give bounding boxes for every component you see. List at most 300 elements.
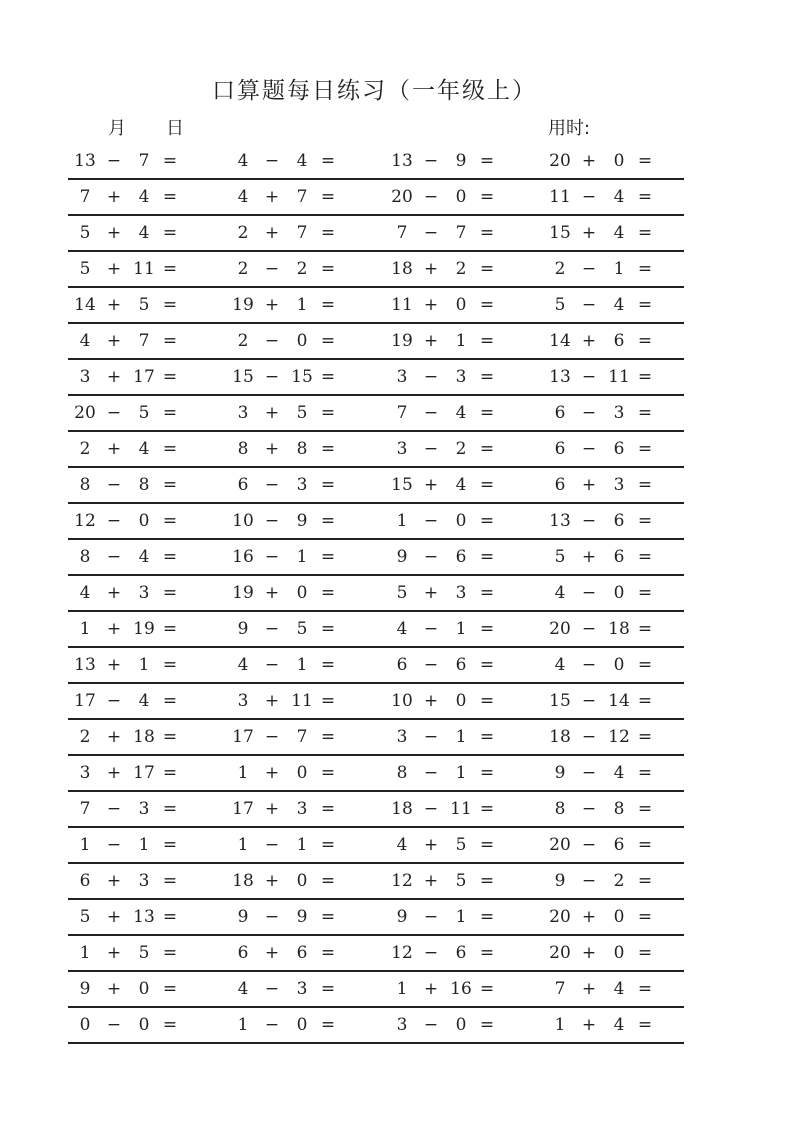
operand-a: 6 bbox=[554, 475, 566, 495]
operand-a: 4 bbox=[237, 187, 249, 207]
operand-a: 17 bbox=[74, 691, 96, 711]
operand-a: 18 bbox=[391, 259, 413, 279]
operand-b: 2 bbox=[613, 871, 625, 891]
operator: + bbox=[106, 295, 122, 315]
operand-b: 1 bbox=[455, 331, 467, 351]
equals-sign: = bbox=[479, 727, 495, 747]
operand-b: 7 bbox=[296, 187, 308, 207]
operand-a: 4 bbox=[554, 583, 566, 603]
arithmetic-problem bbox=[543, 540, 701, 574]
arithmetic-problem bbox=[385, 612, 543, 646]
problem-row bbox=[68, 828, 684, 864]
arithmetic-problem bbox=[385, 396, 543, 430]
operand-b: 6 bbox=[613, 547, 625, 567]
arithmetic-problem bbox=[226, 900, 384, 934]
equals-sign: = bbox=[637, 475, 653, 495]
arithmetic-problem bbox=[543, 396, 701, 430]
equals-sign: = bbox=[320, 547, 336, 567]
equals-sign: = bbox=[320, 403, 336, 423]
problem-row bbox=[68, 504, 684, 540]
operand-b: 1 bbox=[455, 763, 467, 783]
operand-a: 6 bbox=[237, 943, 249, 963]
arithmetic-problem bbox=[68, 324, 226, 358]
arithmetic-problem bbox=[68, 252, 226, 286]
operand-b: 0 bbox=[613, 655, 625, 675]
operand-a: 4 bbox=[237, 655, 249, 675]
operand-b: 9 bbox=[296, 907, 308, 927]
equals-sign: = bbox=[479, 979, 495, 999]
equals-sign: = bbox=[320, 583, 336, 603]
operand-a: 6 bbox=[79, 871, 91, 891]
problem-row bbox=[68, 864, 684, 900]
equals-sign: = bbox=[320, 655, 336, 675]
equals-sign: = bbox=[637, 871, 653, 891]
operator: + bbox=[106, 331, 122, 351]
operand-a: 1 bbox=[396, 511, 408, 531]
operator: − bbox=[264, 907, 280, 927]
operand-b: 3 bbox=[613, 475, 625, 495]
equals-sign: = bbox=[637, 763, 653, 783]
operand-a: 12 bbox=[391, 943, 413, 963]
arithmetic-problem bbox=[543, 720, 701, 754]
operand-a: 17 bbox=[232, 799, 254, 819]
problem-row bbox=[68, 684, 684, 720]
arithmetic-problem bbox=[385, 288, 543, 322]
arithmetic-problem bbox=[385, 864, 543, 898]
arithmetic-problem bbox=[226, 576, 384, 610]
operand-b: 7 bbox=[455, 223, 467, 243]
arithmetic-problem bbox=[543, 432, 701, 466]
problem-row bbox=[68, 252, 684, 288]
arithmetic-problem bbox=[385, 792, 543, 826]
operand-b: 12 bbox=[608, 727, 630, 747]
operator: + bbox=[106, 583, 122, 603]
operand-a: 3 bbox=[396, 367, 408, 387]
operator: − bbox=[423, 1015, 439, 1035]
operand-b: 4 bbox=[455, 475, 467, 495]
operand-b: 1 bbox=[296, 655, 308, 675]
operand-a: 10 bbox=[391, 691, 413, 711]
problem-row bbox=[68, 1008, 684, 1044]
operand-b: 5 bbox=[138, 943, 150, 963]
arithmetic-problem bbox=[226, 396, 384, 430]
operand-b: 4 bbox=[138, 223, 150, 243]
operator: + bbox=[423, 475, 439, 495]
arithmetic-problem bbox=[385, 648, 543, 682]
operator: − bbox=[106, 691, 122, 711]
arithmetic-problem bbox=[385, 828, 543, 862]
operator: − bbox=[581, 511, 597, 531]
equals-sign: = bbox=[637, 583, 653, 603]
equals-sign: = bbox=[320, 835, 336, 855]
operand-a: 3 bbox=[79, 763, 91, 783]
operator: − bbox=[581, 835, 597, 855]
operator: − bbox=[423, 403, 439, 423]
equals-sign: = bbox=[162, 691, 178, 711]
operand-b: 0 bbox=[613, 151, 625, 171]
operator: + bbox=[264, 295, 280, 315]
operand-b: 4 bbox=[613, 223, 625, 243]
operand-a: 3 bbox=[396, 439, 408, 459]
equals-sign: = bbox=[637, 979, 653, 999]
operator: − bbox=[581, 691, 597, 711]
arithmetic-problem bbox=[226, 504, 384, 538]
operand-a: 12 bbox=[74, 511, 96, 531]
operand-b: 3 bbox=[455, 367, 467, 387]
arithmetic-problem bbox=[226, 720, 384, 754]
arithmetic-problem bbox=[226, 360, 384, 394]
arithmetic-problem bbox=[68, 468, 226, 502]
problem-row bbox=[68, 432, 684, 468]
operator: − bbox=[581, 655, 597, 675]
operand-a: 15 bbox=[549, 223, 571, 243]
operand-b: 17 bbox=[133, 763, 155, 783]
operand-a: 9 bbox=[554, 871, 566, 891]
operand-b: 7 bbox=[296, 223, 308, 243]
equals-sign: = bbox=[479, 511, 495, 531]
operand-b: 4 bbox=[455, 403, 467, 423]
operand-b: 5 bbox=[455, 871, 467, 891]
operator: − bbox=[423, 187, 439, 207]
operand-a: 1 bbox=[237, 1015, 249, 1035]
operator: + bbox=[423, 871, 439, 891]
operand-b: 1 bbox=[455, 727, 467, 747]
arithmetic-problem bbox=[385, 504, 543, 538]
operator: + bbox=[264, 187, 280, 207]
operand-b: 0 bbox=[296, 763, 308, 783]
day-label: 日 bbox=[166, 118, 184, 139]
operand-b: 1 bbox=[138, 835, 150, 855]
operand-b: 5 bbox=[138, 295, 150, 315]
arithmetic-problem bbox=[385, 972, 543, 1006]
equals-sign: = bbox=[479, 475, 495, 495]
problem-sheet bbox=[68, 144, 684, 1044]
operator: + bbox=[423, 691, 439, 711]
operand-b: 0 bbox=[296, 871, 308, 891]
arithmetic-problem bbox=[543, 972, 701, 1006]
arithmetic-problem bbox=[385, 936, 543, 970]
operator: + bbox=[264, 871, 280, 891]
operand-a: 20 bbox=[549, 943, 571, 963]
operand-a: 5 bbox=[79, 259, 91, 279]
equals-sign: = bbox=[637, 1015, 653, 1035]
arithmetic-problem bbox=[226, 612, 384, 646]
operand-a: 9 bbox=[396, 547, 408, 567]
operator: + bbox=[581, 979, 597, 999]
operand-a: 7 bbox=[396, 223, 408, 243]
operator: + bbox=[264, 691, 280, 711]
operand-a: 4 bbox=[237, 979, 249, 999]
operator: − bbox=[423, 799, 439, 819]
operand-b: 19 bbox=[133, 619, 155, 639]
operator: − bbox=[423, 619, 439, 639]
equals-sign: = bbox=[320, 331, 336, 351]
operand-b: 0 bbox=[455, 187, 467, 207]
operand-b: 6 bbox=[613, 331, 625, 351]
operator: + bbox=[264, 439, 280, 459]
operand-b: 4 bbox=[138, 187, 150, 207]
equals-sign: = bbox=[320, 799, 336, 819]
problem-row bbox=[68, 648, 684, 684]
arithmetic-problem bbox=[68, 180, 226, 214]
operator: + bbox=[106, 367, 122, 387]
operator: + bbox=[106, 979, 122, 999]
arithmetic-problem bbox=[226, 792, 384, 826]
operand-b: 6 bbox=[613, 835, 625, 855]
arithmetic-problem bbox=[68, 936, 226, 970]
operand-b: 0 bbox=[296, 331, 308, 351]
operand-a: 5 bbox=[396, 583, 408, 603]
operator: + bbox=[106, 727, 122, 747]
operand-a: 1 bbox=[79, 943, 91, 963]
equals-sign: = bbox=[320, 691, 336, 711]
equals-sign: = bbox=[637, 907, 653, 927]
equals-sign: = bbox=[479, 187, 495, 207]
operand-a: 9 bbox=[396, 907, 408, 927]
operand-a: 1 bbox=[79, 835, 91, 855]
operator: + bbox=[581, 331, 597, 351]
operand-b: 0 bbox=[138, 511, 150, 531]
equals-sign: = bbox=[479, 691, 495, 711]
operand-a: 1 bbox=[79, 619, 91, 639]
operator: − bbox=[581, 439, 597, 459]
operand-b: 4 bbox=[613, 295, 625, 315]
equals-sign: = bbox=[479, 439, 495, 459]
arithmetic-problem bbox=[226, 540, 384, 574]
operator: − bbox=[264, 619, 280, 639]
arithmetic-problem bbox=[68, 864, 226, 898]
operator: − bbox=[423, 943, 439, 963]
operand-b: 18 bbox=[133, 727, 155, 747]
operator: − bbox=[423, 727, 439, 747]
operand-b: 3 bbox=[296, 799, 308, 819]
month-label: 月 bbox=[108, 118, 126, 139]
arithmetic-problem bbox=[68, 216, 226, 250]
problem-row bbox=[68, 720, 684, 756]
operand-b: 8 bbox=[613, 799, 625, 819]
operand-b: 3 bbox=[138, 799, 150, 819]
operator: − bbox=[581, 727, 597, 747]
arithmetic-problem bbox=[543, 360, 701, 394]
operand-b: 2 bbox=[455, 439, 467, 459]
operand-b: 3 bbox=[138, 583, 150, 603]
arithmetic-problem bbox=[543, 936, 701, 970]
arithmetic-problem bbox=[543, 792, 701, 826]
arithmetic-problem bbox=[226, 216, 384, 250]
equals-sign: = bbox=[162, 1015, 178, 1035]
operator: − bbox=[423, 547, 439, 567]
equals-sign: = bbox=[637, 799, 653, 819]
equals-sign: = bbox=[479, 403, 495, 423]
operator: − bbox=[106, 511, 122, 531]
arithmetic-problem bbox=[68, 756, 226, 790]
arithmetic-problem bbox=[543, 756, 701, 790]
problem-row bbox=[68, 360, 684, 396]
operator: + bbox=[106, 259, 122, 279]
operand-b: 1 bbox=[613, 259, 625, 279]
arithmetic-problem bbox=[385, 468, 543, 502]
equals-sign: = bbox=[162, 295, 178, 315]
operand-b: 0 bbox=[613, 907, 625, 927]
equals-sign: = bbox=[162, 871, 178, 891]
operand-a: 17 bbox=[232, 727, 254, 747]
operator: + bbox=[106, 655, 122, 675]
arithmetic-problem bbox=[226, 1008, 384, 1042]
operator: + bbox=[581, 547, 597, 567]
operand-a: 6 bbox=[554, 439, 566, 459]
equals-sign: = bbox=[320, 475, 336, 495]
operand-a: 11 bbox=[391, 295, 413, 315]
equals-sign: = bbox=[637, 547, 653, 567]
arithmetic-problem bbox=[543, 180, 701, 214]
operand-a: 4 bbox=[396, 835, 408, 855]
operator: − bbox=[581, 583, 597, 603]
arithmetic-problem bbox=[385, 216, 543, 250]
equals-sign: = bbox=[320, 187, 336, 207]
operator: + bbox=[106, 619, 122, 639]
problem-row bbox=[68, 180, 684, 216]
operator: + bbox=[106, 439, 122, 459]
operand-b: 6 bbox=[455, 547, 467, 567]
operator: − bbox=[423, 763, 439, 783]
operator: − bbox=[264, 547, 280, 567]
equals-sign: = bbox=[320, 151, 336, 171]
operand-b: 0 bbox=[138, 979, 150, 999]
operator: + bbox=[423, 835, 439, 855]
problem-row bbox=[68, 792, 684, 828]
operator: + bbox=[106, 223, 122, 243]
operator: + bbox=[264, 403, 280, 423]
arithmetic-problem bbox=[385, 432, 543, 466]
equals-sign: = bbox=[637, 835, 653, 855]
operand-b: 8 bbox=[138, 475, 150, 495]
equals-sign: = bbox=[479, 583, 495, 603]
operand-a: 1 bbox=[237, 763, 249, 783]
operand-a: 8 bbox=[79, 547, 91, 567]
arithmetic-problem bbox=[226, 756, 384, 790]
equals-sign: = bbox=[162, 835, 178, 855]
problem-row bbox=[68, 972, 684, 1008]
arithmetic-problem bbox=[385, 1008, 543, 1042]
equals-sign: = bbox=[162, 259, 178, 279]
arithmetic-problem bbox=[385, 900, 543, 934]
arithmetic-problem bbox=[68, 900, 226, 934]
operand-a: 7 bbox=[79, 187, 91, 207]
operand-a: 8 bbox=[237, 439, 249, 459]
equals-sign: = bbox=[162, 403, 178, 423]
operand-b: 0 bbox=[455, 511, 467, 531]
operand-a: 2 bbox=[79, 727, 91, 747]
operand-a: 7 bbox=[79, 799, 91, 819]
operand-a: 15 bbox=[232, 367, 254, 387]
operand-b: 4 bbox=[613, 979, 625, 999]
equals-sign: = bbox=[320, 295, 336, 315]
operator: − bbox=[581, 187, 597, 207]
equals-sign: = bbox=[162, 223, 178, 243]
operand-b: 18 bbox=[608, 619, 630, 639]
operand-a: 13 bbox=[549, 367, 571, 387]
operator: + bbox=[106, 763, 122, 783]
operator: + bbox=[264, 223, 280, 243]
equals-sign: = bbox=[637, 403, 653, 423]
arithmetic-problem bbox=[226, 180, 384, 214]
operand-a: 0 bbox=[79, 1015, 91, 1035]
operator: + bbox=[264, 763, 280, 783]
operand-b: 4 bbox=[613, 1015, 625, 1035]
operator: + bbox=[423, 979, 439, 999]
operand-a: 4 bbox=[79, 331, 91, 351]
equals-sign: = bbox=[162, 187, 178, 207]
operator: − bbox=[581, 367, 597, 387]
operand-b: 11 bbox=[291, 691, 313, 711]
operand-b: 5 bbox=[455, 835, 467, 855]
operand-a: 20 bbox=[549, 619, 571, 639]
equals-sign: = bbox=[162, 619, 178, 639]
operand-b: 1 bbox=[296, 295, 308, 315]
arithmetic-problem bbox=[68, 648, 226, 682]
arithmetic-problem bbox=[226, 432, 384, 466]
arithmetic-problem bbox=[385, 324, 543, 358]
operand-b: 0 bbox=[455, 295, 467, 315]
problem-row bbox=[68, 612, 684, 648]
operand-b: 4 bbox=[296, 151, 308, 171]
operator: − bbox=[106, 1015, 122, 1035]
operand-a: 3 bbox=[79, 367, 91, 387]
arithmetic-problem bbox=[68, 792, 226, 826]
equals-sign: = bbox=[162, 475, 178, 495]
arithmetic-problem bbox=[226, 252, 384, 286]
equals-sign: = bbox=[637, 439, 653, 459]
operand-b: 0 bbox=[613, 583, 625, 603]
problem-row bbox=[68, 936, 684, 972]
equals-sign: = bbox=[637, 511, 653, 531]
operand-a: 9 bbox=[79, 979, 91, 999]
operand-a: 2 bbox=[554, 259, 566, 279]
operator: − bbox=[423, 439, 439, 459]
operand-a: 2 bbox=[237, 223, 249, 243]
arithmetic-problem bbox=[385, 360, 543, 394]
operator: − bbox=[264, 1015, 280, 1035]
equals-sign: = bbox=[637, 655, 653, 675]
operand-a: 7 bbox=[396, 403, 408, 423]
operand-b: 0 bbox=[296, 583, 308, 603]
operator: − bbox=[264, 835, 280, 855]
operand-b: 6 bbox=[613, 439, 625, 459]
operator: + bbox=[264, 943, 280, 963]
equals-sign: = bbox=[637, 619, 653, 639]
operator: + bbox=[264, 583, 280, 603]
operand-a: 18 bbox=[232, 871, 254, 891]
operand-b: 1 bbox=[138, 655, 150, 675]
problem-row bbox=[68, 576, 684, 612]
arithmetic-problem bbox=[543, 1008, 701, 1042]
operand-b: 11 bbox=[450, 799, 472, 819]
arithmetic-problem bbox=[385, 540, 543, 574]
equals-sign: = bbox=[162, 331, 178, 351]
arithmetic-problem bbox=[68, 1008, 226, 1042]
problem-row bbox=[68, 756, 684, 792]
operator: − bbox=[581, 763, 597, 783]
arithmetic-problem bbox=[543, 504, 701, 538]
operand-b: 2 bbox=[296, 259, 308, 279]
equals-sign: = bbox=[320, 907, 336, 927]
operand-a: 11 bbox=[549, 187, 571, 207]
operator: + bbox=[264, 799, 280, 819]
operator: − bbox=[581, 259, 597, 279]
operand-a: 5 bbox=[79, 223, 91, 243]
arithmetic-problem bbox=[543, 612, 701, 646]
operand-b: 5 bbox=[296, 619, 308, 639]
